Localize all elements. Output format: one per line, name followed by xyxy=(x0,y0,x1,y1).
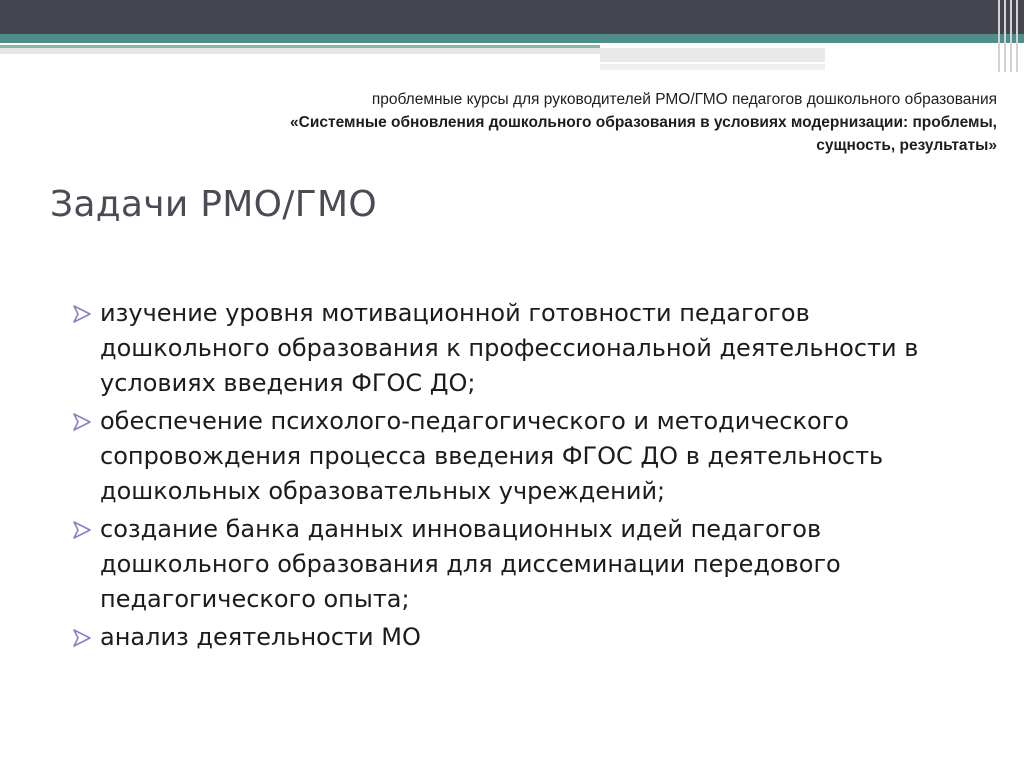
task-text: анализ деятельности МО xyxy=(100,623,421,651)
subtitle-line-1: проблемные курсы для руководителей РМО/ГМО педагогов дошкольного образования xyxy=(371,91,997,108)
decor-stripe xyxy=(1004,0,1006,72)
chevron-arrow-icon xyxy=(72,413,94,431)
decor-stripe xyxy=(1010,0,1012,72)
task-text: обеспечение психолого-педагогического и методического сопровождения процесса введения ФГОС ДО в деятельность дошкольных образовательных учреждений; xyxy=(100,407,884,505)
course-subtitle xyxy=(137,88,997,157)
task-item xyxy=(72,404,982,509)
task-item xyxy=(72,620,982,655)
task-item xyxy=(72,296,982,401)
slide-title: Задачи РМО/ГМО xyxy=(50,184,377,225)
decor-stripe xyxy=(1016,0,1018,72)
accent-line xyxy=(0,34,1024,43)
decor-bar xyxy=(600,48,825,62)
decor-stripes xyxy=(994,0,1024,72)
task-text: изучение уровня мотивационной готовности педагогов дошкольного образования к профессиональной деятельности в условиях введения ФГОС ДО; xyxy=(100,299,919,397)
task-item xyxy=(72,512,982,617)
task-text: создание банка данных инновационных идей педагогов дошкольного образования для диссеминации передового педагогического опыта; xyxy=(100,515,841,613)
decor-stripe xyxy=(998,0,1000,72)
subtitle-line-3: сущность, результаты» xyxy=(816,137,997,154)
decor-bar xyxy=(600,64,825,70)
task-list xyxy=(72,296,982,658)
chevron-arrow-icon xyxy=(72,521,94,539)
decor-bar xyxy=(0,48,600,54)
header-band xyxy=(0,0,1024,34)
chevron-arrow-icon xyxy=(72,629,94,647)
subtitle-line-2: «Системные обновления дошкольного образования в условиях модернизации: проблемы, xyxy=(290,114,997,131)
chevron-arrow-icon xyxy=(72,305,94,323)
